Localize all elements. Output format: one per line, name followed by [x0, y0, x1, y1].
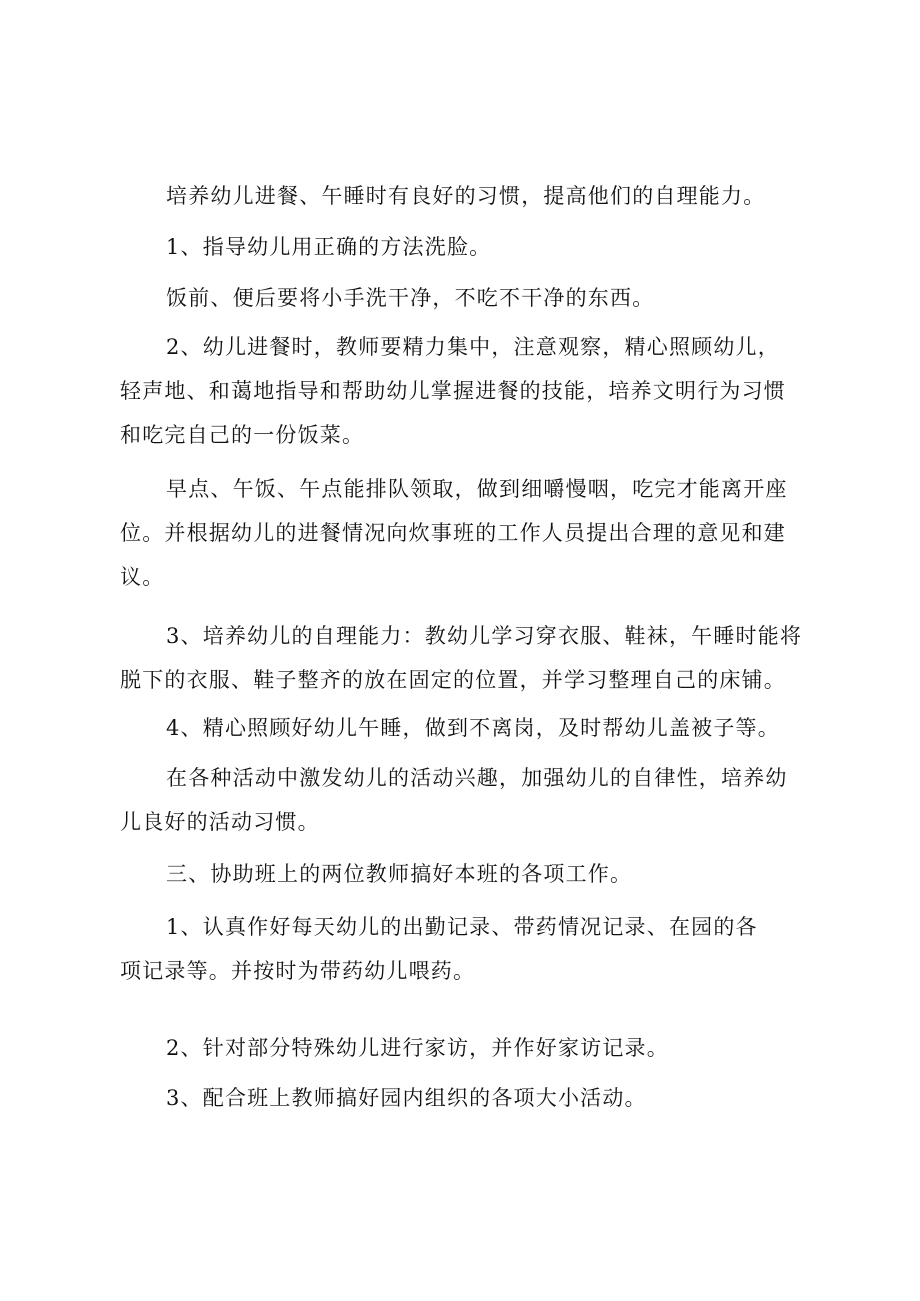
- paragraph-6: 3、培养幼儿的自理能力：教幼儿学习穿衣服、鞋袜，午睡时能将脱下的衣服、鞋子整齐的放在固定的位置，并学习整理自己的床铺。: [120, 624, 803, 692]
- paragraph-9: 三、协助班上的两位教师搞好本班的各项工作。: [166, 862, 633, 886]
- paragraph-7: 4、精心照顾好幼儿午睡，做到不离岗，及时帮幼儿盖被子等。: [166, 716, 780, 740]
- paragraph-12: 3、配合班上教师搞好园内组织的各项大小活动。: [166, 1086, 647, 1110]
- paragraph-5: 早点、午饭、午点能排队领取，做到细嚼慢咽，吃完才能离开座位。并根据幼儿的进餐情况向炊事班的工作人员提出合理的意见和建议。: [120, 477, 788, 589]
- paragraph-11: 2、针对部分特殊幼儿进行家访，并作好家访记录。: [166, 1036, 669, 1060]
- paragraph-1: 培养幼儿进餐、午睡时有良好的习惯，提高他们的自理能力。: [166, 184, 766, 208]
- paragraph-3: 饭前、便后要将小手洗干净，不吃不干净的东西。: [166, 286, 655, 310]
- paragraph-8: 在各种活动中激发幼儿的活动兴趣，加强幼儿的自律性，培养幼儿良好的活动习惯。: [120, 766, 788, 834]
- paragraph-4: 2、幼儿进餐时，教师要精力集中，注意观察，精心照顾幼儿，轻声地、和蔼地指导和帮助幼儿掌握进餐的技能，培养文明行为习惯和吃完自己的一份饭菜。: [120, 335, 786, 447]
- paragraph-2: 1、指导幼儿用正确的方法洗脸。: [166, 235, 492, 259]
- paragraph-10: 1、认真作好每天幼儿的出勤记录、带药情况记录、在园的各项记录等。并按时为带药幼儿喂药。: [120, 915, 758, 983]
